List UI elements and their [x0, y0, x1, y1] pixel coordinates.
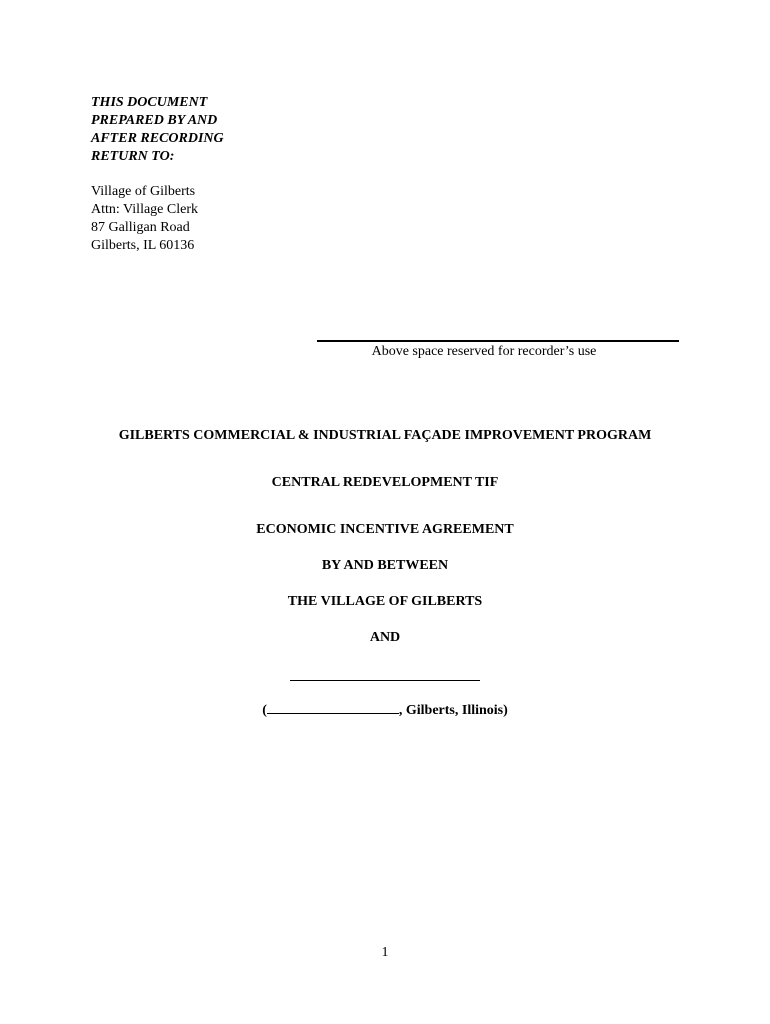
address-line: Village of Gilberts [91, 184, 196, 199]
return-address [91, 183, 198, 255]
return-line: PREPARED BY AND [91, 113, 218, 128]
by-and-between: BY AND BETWEEN [321, 558, 449, 573]
program-title: GILBERTS COMMERCIAL & INDUSTRIAL FAÇADE IMPROVEMENT PROGRAM [118, 428, 652, 443]
agreement-title: ECONOMIC INCENTIVE AGREEMENT [256, 522, 514, 537]
tif-title: CENTRAL REDEVELOPMENT TIF [271, 475, 499, 490]
return-to-heading [91, 94, 224, 166]
recorder-divider [317, 340, 679, 342]
party-name-blank [290, 680, 480, 681]
address-line: Gilberts, IL 60136 [91, 238, 195, 253]
address-line: Attn: Village Clerk [91, 202, 198, 217]
page-number: 1 [381, 945, 389, 960]
open-paren: ( [262, 703, 267, 718]
return-line: RETURN TO: [91, 149, 175, 164]
address-line: 87 Galligan Road [91, 220, 190, 235]
party-location-blank [267, 701, 399, 714]
village-party: THE VILLAGE OF GILBERTS [287, 594, 483, 609]
second-party-line [0, 701, 770, 720]
return-line: THIS DOCUMENT [91, 95, 208, 110]
and-label: AND [369, 630, 401, 645]
recorder-caption: Above space reserved for recorder’s use [371, 344, 597, 359]
party-suffix: , Gilberts, Illinois) [398, 703, 508, 718]
return-line: AFTER RECORDING [91, 131, 224, 146]
